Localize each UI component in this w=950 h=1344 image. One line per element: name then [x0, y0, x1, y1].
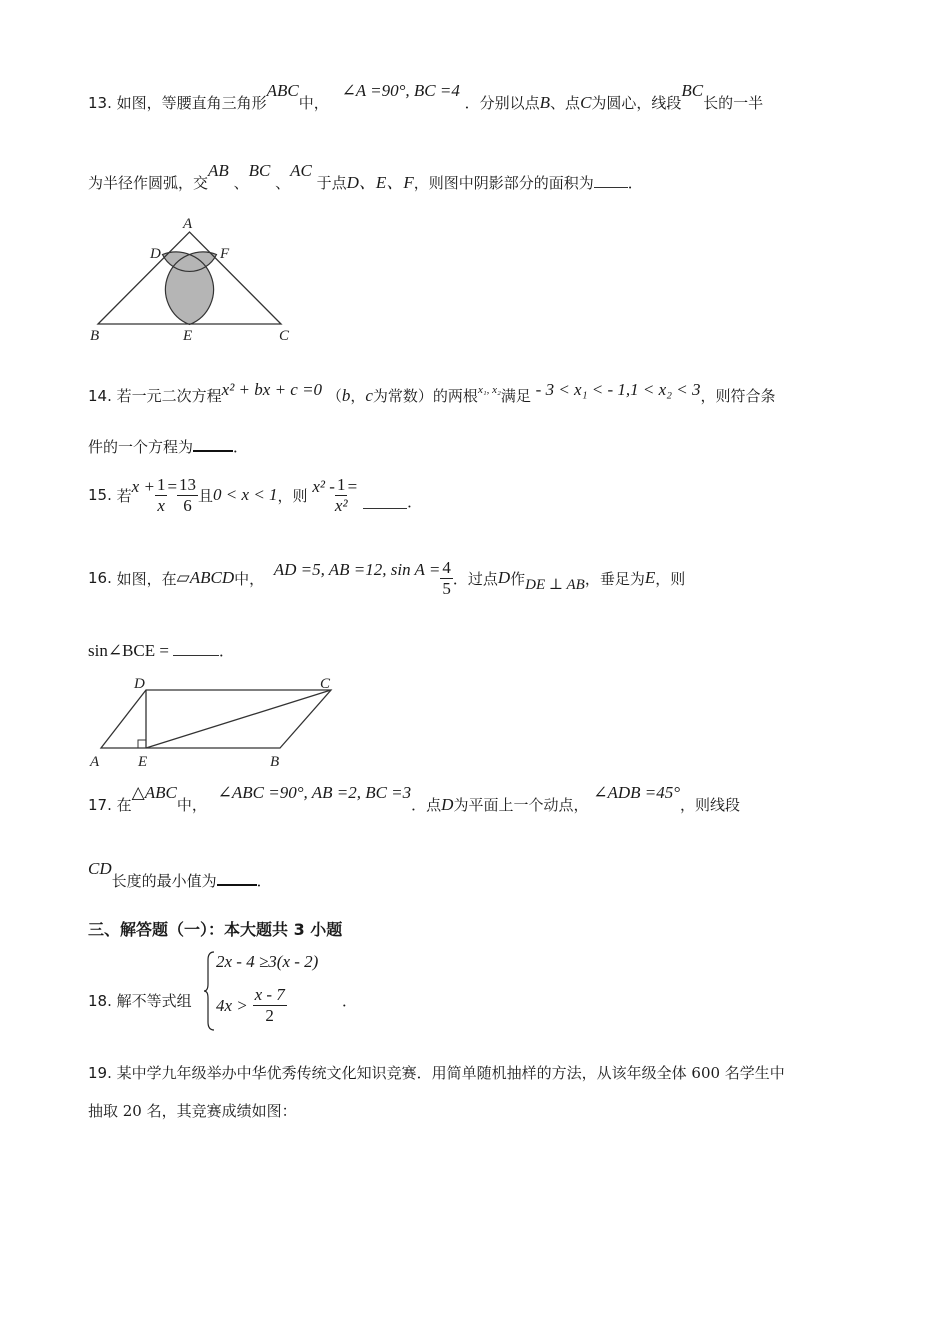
q13-number: 13. [88, 94, 112, 112]
q16-figure [88, 672, 338, 770]
q13-label-f: F [220, 246, 230, 262]
q16-fraction-4-over-5: $\frac{4}{5}$ [442, 557, 451, 598]
q16-parallelogram [101, 690, 331, 748]
q17-line-1: 17. 在△ABC中， ∠ABC =90°, AB =2, BC =3．点D为平面上一个动点， ∠ADB =45°，则线段 [88, 783, 741, 814]
q19-line-1: 19. 某中学九年级举办中华优秀传统文化知识竞赛．用简单随机抽样的方法，从该年级全体 600 名学生中 [88, 1064, 785, 1082]
section-heading: 三、解答题（一）：本大题共 3 小题 [88, 920, 343, 939]
q17-number: 17. [88, 796, 112, 814]
q16-label-d: D [134, 676, 145, 692]
q16-label-b: B [270, 754, 280, 770]
q15-number: 15. [88, 486, 112, 504]
q18-fraction: $\frac{x - 7}{2}$ [254, 985, 285, 1025]
q15-fraction-1-over-x2: $\frac{1}{\text{x²}}$ [334, 474, 348, 515]
q18-number: 18. [88, 992, 112, 1010]
q13-label-a: A [183, 216, 193, 232]
q15-fraction-1-over-x: $\frac{1}{x}$ [156, 474, 166, 515]
q14-number: 14. [88, 387, 112, 405]
q16-label-e: E [138, 754, 148, 770]
q18-inequality-2: 4x > $\frac{x - 7}{2}$ [216, 985, 285, 1025]
q19-number: 19. [88, 1064, 112, 1082]
q16-line-2: sin∠BCE = ． [88, 641, 234, 660]
q18-period: ． [342, 992, 358, 1010]
q13-label-b: B [90, 328, 100, 344]
q13-label-e: E [183, 328, 193, 344]
q19-line-2: 抽取 20 名，其竞赛成绩如图： [88, 1102, 297, 1120]
q17-answer-blank [217, 870, 257, 886]
q16-label-c: C [320, 676, 331, 692]
q16-right-angle-mark [138, 740, 146, 748]
q15-fraction-13-over-6: $\frac{13}{6}$ [179, 474, 197, 515]
q14-answer-blank [193, 436, 233, 452]
q16-line-1: 16. 如图，在 ▱ABCD 中， AD =5, AB =12, sin A = $\frac{4}{5}$ ．过点 D 作 DE ⊥ AB ，垂足为 E ，则 [88, 557, 686, 598]
q14-line-2: 件的一个方程为 ． [88, 438, 249, 456]
q16-label-a: A [90, 754, 100, 770]
q15-answer-blank [363, 494, 407, 509]
q13-figure [86, 212, 296, 344]
q13-line-2: 为半径作圆弧，交AB 、BC 、AC 于点D、E、F，则图中阴影部分的面积为 ． [88, 161, 643, 192]
q14-line-1: 14. 若一元二次方程x² + bx + c =0 （b，c为常数）的两根$^{x_1, x_2}$满足 - 3 < x₁ < - 1,1 < x₂ < 3，则符合条 [88, 380, 776, 405]
brace-icon [203, 950, 217, 1032]
q18-inequality-1: 2x - 4 ≥3(x - 2) [216, 952, 319, 971]
q15-line: 15. 若 x + $\frac{1}{x}$ = $\frac{13}{6}$ 且 0 < x < 1 ，则 x² - $\frac{1}{\text{x²}}$ = ． [88, 474, 423, 515]
q16-answer-blank [173, 641, 219, 656]
q18-line: 18. 解不等式组 [88, 992, 192, 1010]
q16-segment-ec [146, 690, 331, 748]
q17-line-2: CD长度的最小值为 ． [88, 859, 272, 890]
q13-label-c: C [279, 328, 290, 344]
q13-label-d: D [150, 246, 161, 262]
q16-number: 16. [88, 569, 112, 587]
q18-left-brace [203, 950, 217, 1032]
q13-line-1: 13. 如图，等腰直角三角形ABC中， ∠A =90°, BC =4 ．分别以点B、点C为圆心，线段BC长的一半 [88, 81, 764, 112]
q13-answer-blank [594, 173, 628, 188]
q13-shaded-region [163, 252, 217, 325]
